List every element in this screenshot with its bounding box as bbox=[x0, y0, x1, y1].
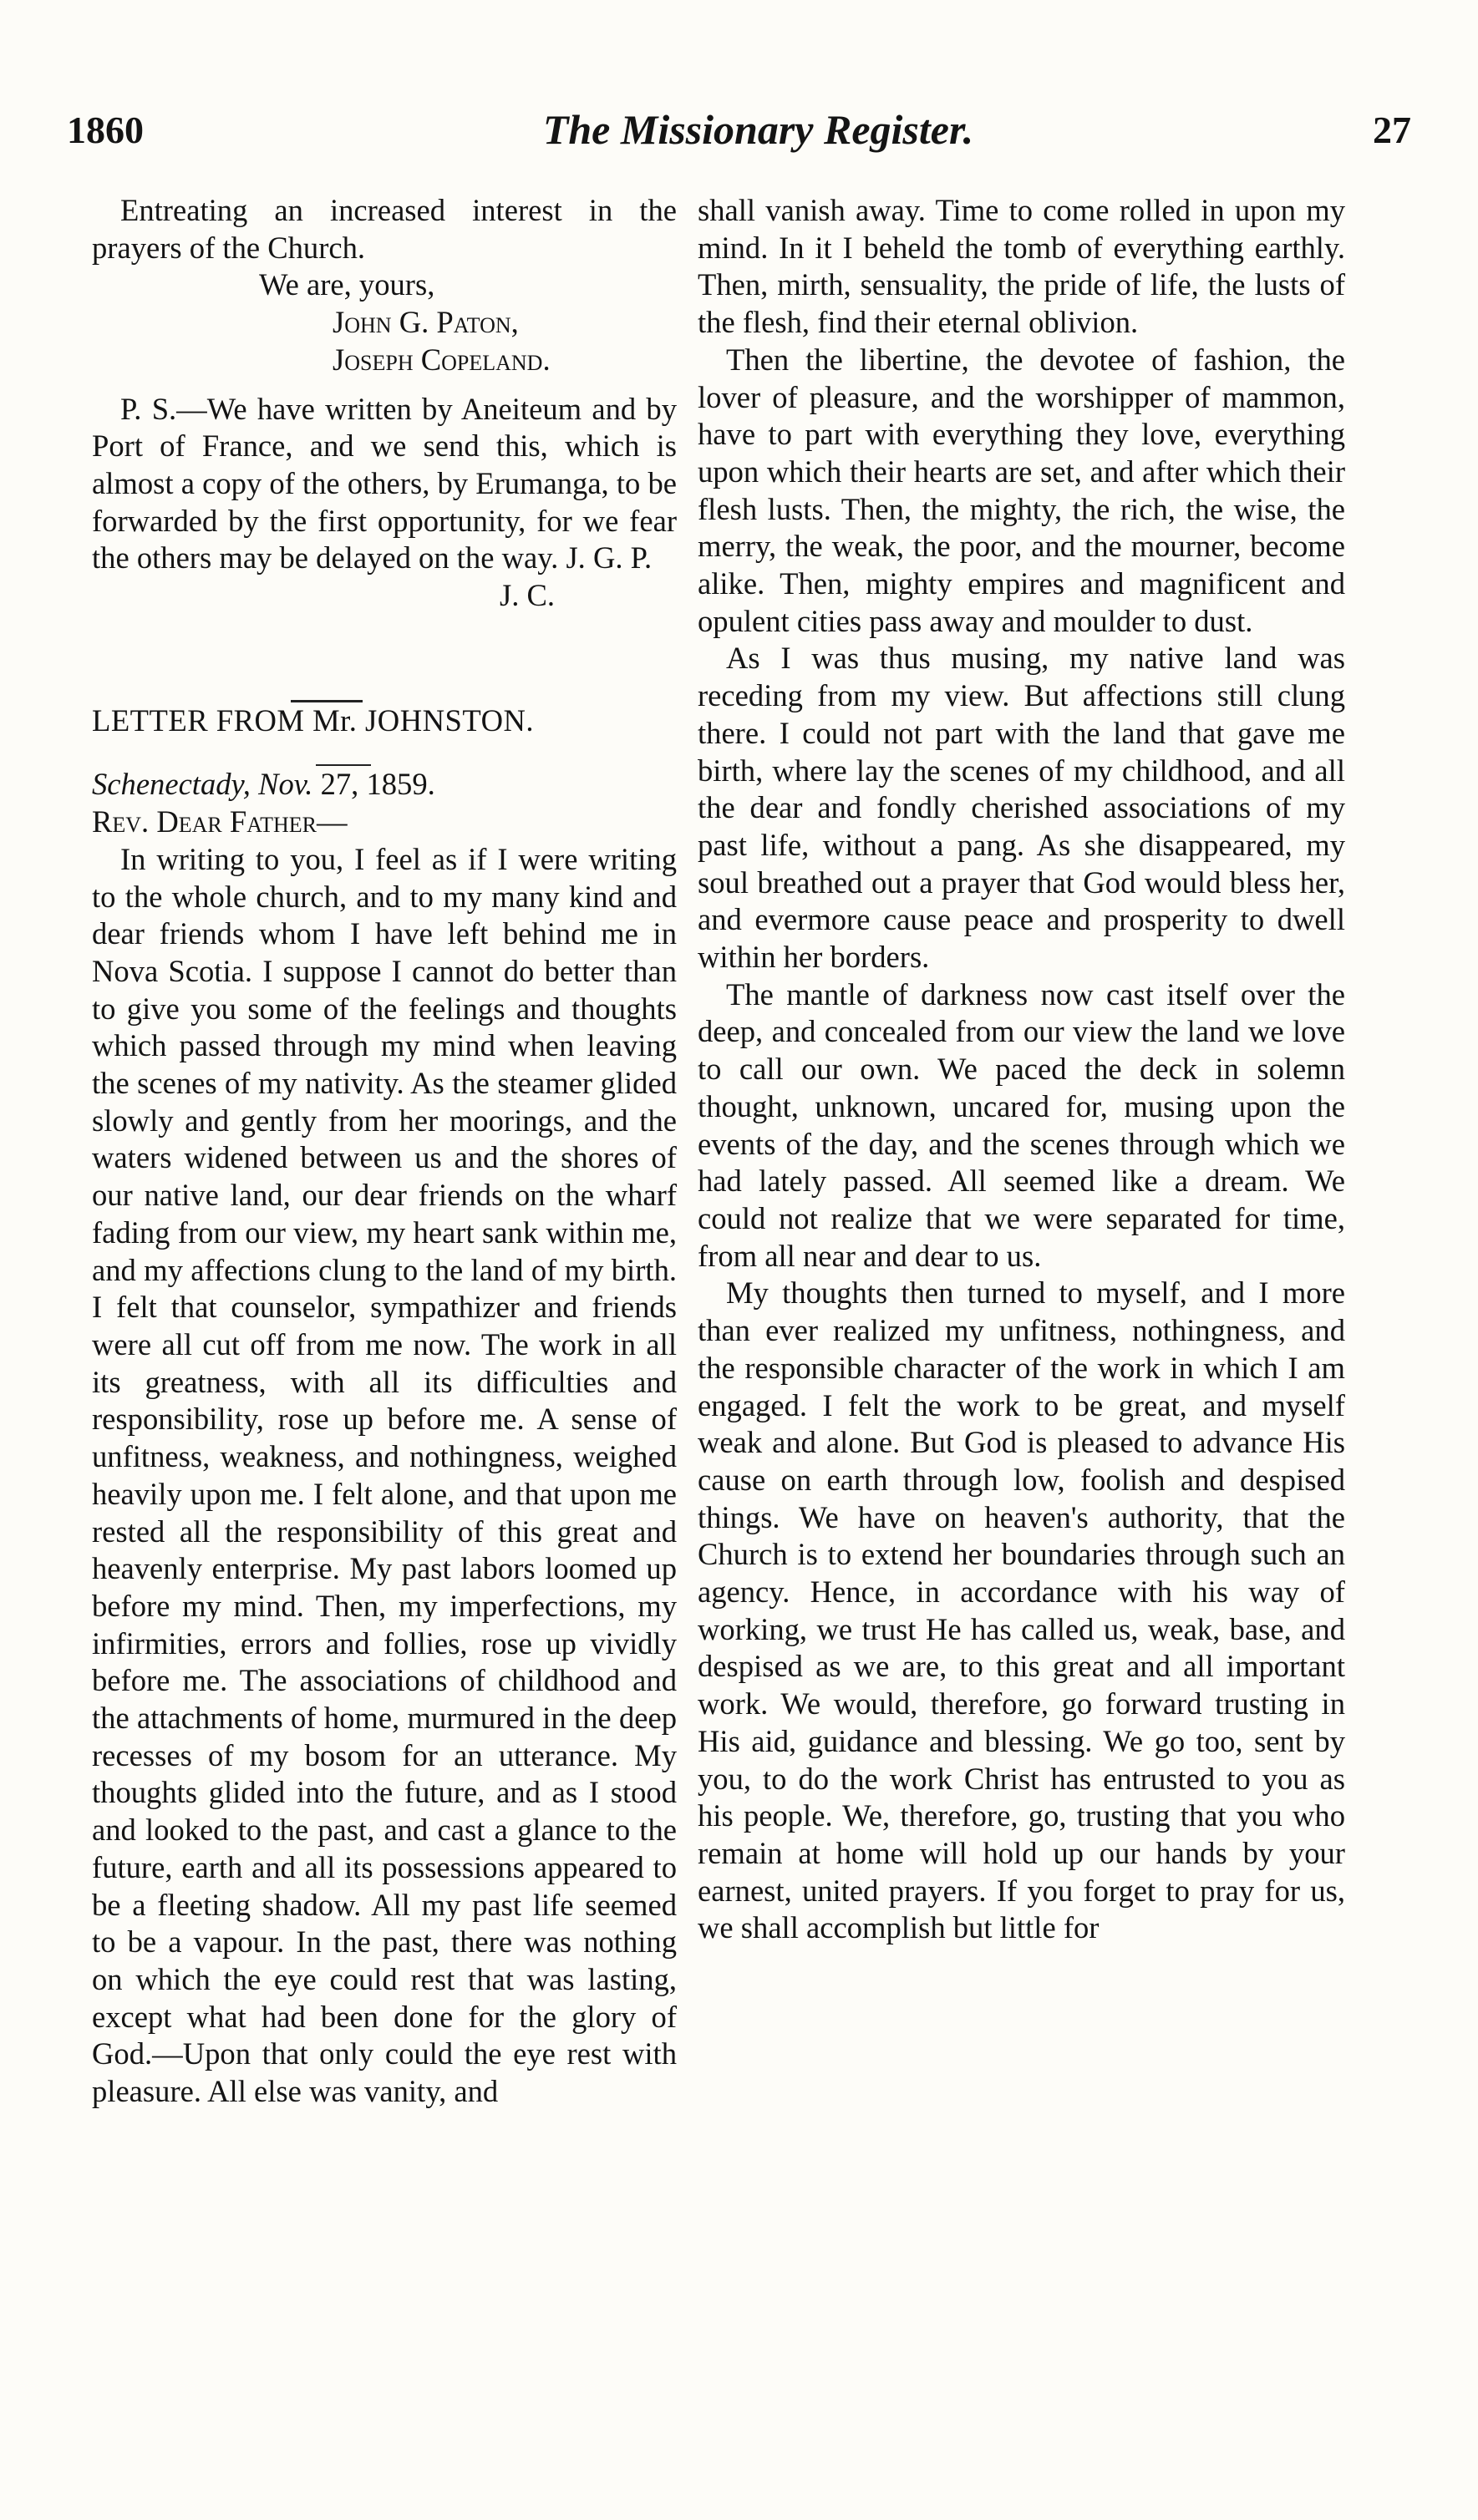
left-column bbox=[92, 192, 677, 2487]
signature-copeland: Joseph Copeland. bbox=[333, 342, 551, 377]
closing-paragraph: Entreating an increased interest in the prayers of the Church. bbox=[92, 193, 677, 265]
running-title: The Missionary Register. bbox=[542, 106, 974, 153]
dateline-month: Nov. bbox=[258, 767, 313, 802]
signature-paton: John G. Paton, bbox=[333, 305, 519, 340]
valediction: We are, yours, bbox=[259, 267, 435, 302]
letter-heading: LETTER FROM Mr. JOHNSTON. bbox=[92, 702, 535, 738]
letter-body: In writing to you, I feel as if I were writing to the whole church, and to my many kind and dear friends whom I have left behind me in Nova Scotia. I suppose I cannot do better than to give you some of the feelings and thoughts which passed through my mind when leaving the scenes of my nativity. As the steamer glided slowly and gently from her moorings, and the waters widened between us and the shores of our native land, our dear friends on the wharf fading from our view, my heart sank within me, and my affections clung to the land of my birth. I felt that counselor, sympathizer and friends were all cut off from me now. The work in all its greatness, with all its difficulties and responsibility, rose up before me. A sense of unfitness, weakness, and nothingness, weighed heavily upon me. I felt alone, and that upon me rested all the responsibility of this great and heavenly enterprise. My past labors loomed up before my mind. Then, my imperfections, my infirmities, errors and follies, rose up vividly before me. The associations of childhood and the attachments of home, murmured in the deep recesses of my bosom for an utterance. My thoughts glided into the future, and as I stood and looked to the past, and cast a glance to the future, earth and all its possessions appeared to be a fleeting shadow. All my past life seemed to be a vapour. In the past, there was nothing on which the eye could rest that was lasting, except what had been done for the glory of God.—Upon that only could the eye rest with pleasure. All else was vanity, and bbox=[92, 841, 677, 2109]
dateline bbox=[92, 766, 677, 804]
page-header bbox=[67, 100, 1411, 159]
page-number: 27 bbox=[1373, 108, 1411, 151]
salutation: Rev. Dear Father— bbox=[92, 804, 348, 839]
paragraph-libertine: Then the libertine, the devotee of fashion, the lover of pleasure, and the worshipper of mammon, have to part with everything they love, everything upon which their hearts are set, and after which their flesh lusts. Then, the mighty, the rich, the wise, the merry, the weak, the poor, and the mourner, become alike. Then, mighty empires and magnificent and opulent cities pass away and moulder to dust. bbox=[698, 342, 1345, 638]
paragraph-thoughts: My thoughts then turned to myself, and I more than ever realized my unfitness, nothingness, and the responsible character of the work in which I am engaged. I felt the work to be great, and myself weak and alone. But God is pleased to advance His cause on earth through low, foolish and despised things. We have on heaven's authority, that the Church is to extend her boundaries through such an agency. Hence, in accordance with his way of working, we trust He has called us, weak, base, and despised as we are, to this great and all important work. We would, therefore, go forward trusting in His aid, guidance and blessing. We go too, sent by you, to do the work Christ has entrusted to you as his people. We, therefore, go, trusting that you who remain at home will hold up our hands by your earnest, united prayers. If you forget to pray for us, we shall accomplish but little for bbox=[698, 1275, 1345, 1945]
postscript-initials: J. C. bbox=[500, 578, 556, 613]
paragraph-darkness: The mantle of darkness now cast itself over the deep, and concealed from our view the land we love to call our own. We paced the deck in solemn thought, unknown, uncared for, musing upon the events of the day, and the scenes through which we had lately passed. All seemed like a dream. We could not realize that we were separated for time, from all near and dear to us. bbox=[698, 976, 1345, 1273]
paragraph-native-land: As I was thus musing, my native land was receding from my view. But affections still clung there. I could not part with the land that gave me birth, where lay the scenes of my childhood, and all the dear and fondly cherished associations of my past life, without a pang. As she disappeared, my soul breathed out a prayer that God would bless her, and evermore cause peace and prosperity to dwell within her borders. bbox=[698, 641, 1345, 975]
dateline-place: Schenectady, bbox=[92, 767, 251, 802]
right-column bbox=[698, 192, 1345, 2487]
dateline-date: 27, 1859. bbox=[320, 767, 435, 802]
header-year: 1860 bbox=[67, 108, 144, 151]
paragraph-continuation: shall vanish away. Time to come rolled in upon my mind. In it I beheld the tomb of everything earthly. Then, mirth, sensuality, the pride of life, the lusts of the flesh, find their eternal oblivion. bbox=[698, 193, 1345, 340]
postscript: P. S.—We have written by Aneiteum and by Port of France, and we send this, which is almost a copy of the others, by Erumanga, to be forwarded by the first opportunity, for we fear the others may be delayed on the way. J. G. P. bbox=[92, 391, 677, 575]
